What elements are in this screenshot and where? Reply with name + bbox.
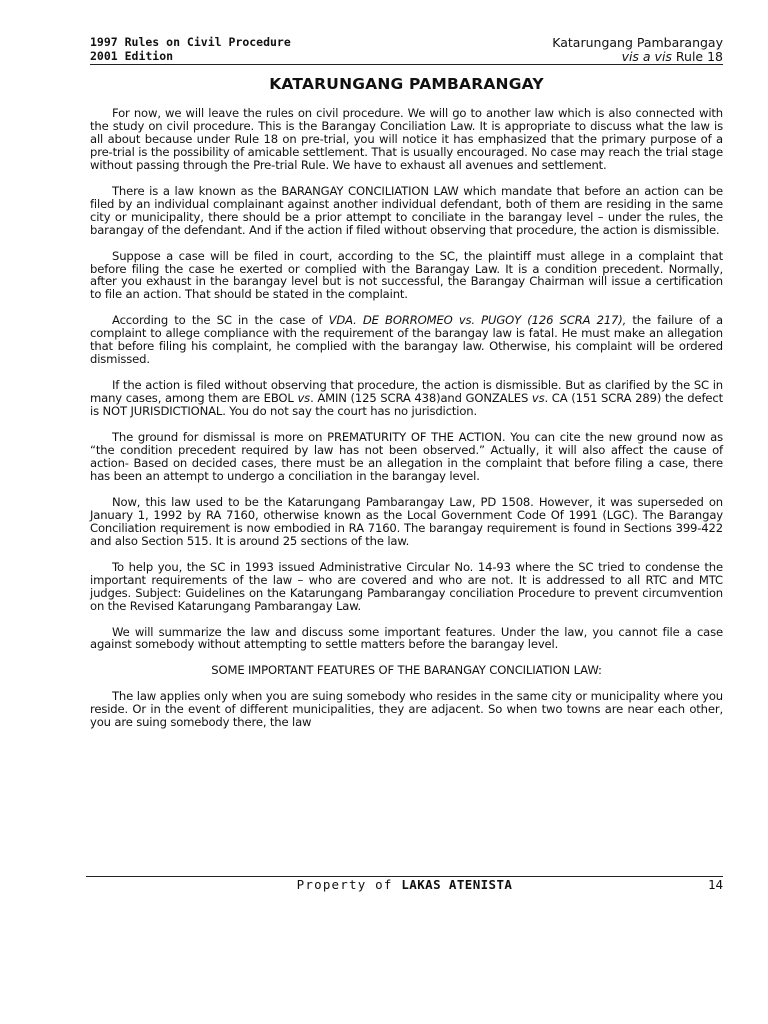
paragraph-8: To help you, the SC in 1993 issued Administrative Circular No. 14-93 where the SC tried to condense the important requirements of the law – who are covered and who are not. It is addressed to all RTC and MTC judges. Subject: Guidelines on the Katarungang Pambarangay conciliation Procedure to prevent circumvention on the Revised Katarungang Pambarangay Law. [90,559,723,613]
paragraph-11: The law applies only when you are suing somebody who resides in the same city or municipality where you reside. Or in the event of different municipalities, they are adjacent. So when two towns are near each other, you are suing somebody there, the law [90,689,723,730]
paragraph-5-part-b: . AMIN (125 SCRA 438)and GONZALES [310,391,532,406]
header-book-title: 1997 Rules on Civil Procedure [90,35,291,49]
versus-2: vs [531,391,545,406]
header-rule [552,50,723,64]
paragraph-1: For now, we will leave the rules on civil procedure. We will go to another law which is also connected with the study on civil procedure. This is the Barangay Conciliation Law. It is appropriate to discuss what the law is all about because under Rule 18 on pre-trial, you will notice it has emphasized that the primary purpose of a pre-trial is the possibility of amicable settlement. That is usually encouraged. No case may reach the trial stage without passing through the Pre-trial Rule. We have to exhaust all avenues and settlement. [90,106,723,172]
footer-prefix: Property of [296,877,402,892]
versus-1: vs [297,391,311,406]
paragraph-2: There is a law known as the BARANGAY CONCILIATION LAW which mandate that before an action can be filed by an individual complainant against another individual defendant, both of them are residing in the same city or municipality, there should be a prior attempt to conciliate in the barangay level – under the rules, the barangay of the defendant. And if the action if filed without observing that procedure, the action is dismissible. [90,183,723,237]
document-page [90,34,723,742]
paragraph-7: Now, this law used to be the Katarungang Pambarangay Law, PD 1508. However, it was superseded on January 1, 1992 by RA 7160, otherwise known as the Local Government Code Of 1991 (LGC). The Barangay Conciliation requirement is now embodied in RA 7160. The barangay requirement is found in Sections 399-422 and also Section 515. It is around 25 sections of the law. [90,494,723,548]
paragraph-5-part-c: . CA (151 SCRA 289) the defect is NOT JURISDICTIONAL. You do not say the court has no jurisdiction. [90,391,723,419]
paragraph-9: We will summarize the law and discuss some important features. Under the law, you cannot file a case against somebody without attempting to settle matters before the barangay level. [90,624,723,652]
paragraph-5 [90,379,723,418]
page-footer [86,876,723,897]
footer-ownership [86,877,723,892]
section-heading: SOME IMPORTANT FEATURES OF THE BARANGAY CONCILIATION LAW: [211,663,602,678]
case-citation: VDA. DE BORROMEO vs. PUGOY (126 SCRA 217), [328,313,627,328]
body-text [90,107,723,729]
paragraph-4-intro: According to the SC in the case of [112,313,329,328]
paragraph-5-part-a: If the action is filed without observing that procedure, the action is dismissible. But as clarified by the SC in many cases, among them are EBOL [90,378,723,406]
header-right [552,36,723,63]
paragraph-4-rest: the failure of a complaint to allege compliance with the requirement of the barangay law is fatal. He must make an allegation that before filing his complaint, he complied with the barangay law. Otherwise, his complaint will be ordered dismissed. [90,313,723,367]
header-vis-a-vis: vis a vis [621,48,672,64]
footer-owner: LAKAS ATENISTA [401,877,513,892]
header-edition: 2001 Edition [90,48,174,63]
header-left [90,36,291,63]
paragraph-4 [90,314,723,366]
header-topic: Katarungang Pambarangay [552,35,723,50]
page-title: KATARUNGANG PAMBARANGAY [269,75,544,93]
running-header [90,34,723,65]
paragraph-3: Suppose a case will be filed in court, according to the SC, the plaintiff must allege in a complaint that before filing the case he exerted or complied with the Barangay Law. It is a condition precedent. Normally, after you exhaust in the barangay level but is not successful, the Barangay Chairman will issue a certification to file an action. That should be stated in the complaint. [90,248,723,302]
paragraph-6: The ground for dismissal is more on PREMATURITY OF THE ACTION. You can cite the new ground now as “the condition precedent required by law has not been observed.” Actually, it will also affect the cause of action- Based on decided cases, there must be an allegation in the complaint that before filing a case, there has been an attempt to undergo a conciliation in the barangay level. [90,430,723,483]
header-rule-number: Rule 18 [671,48,723,64]
page-number: 14 [707,877,723,892]
